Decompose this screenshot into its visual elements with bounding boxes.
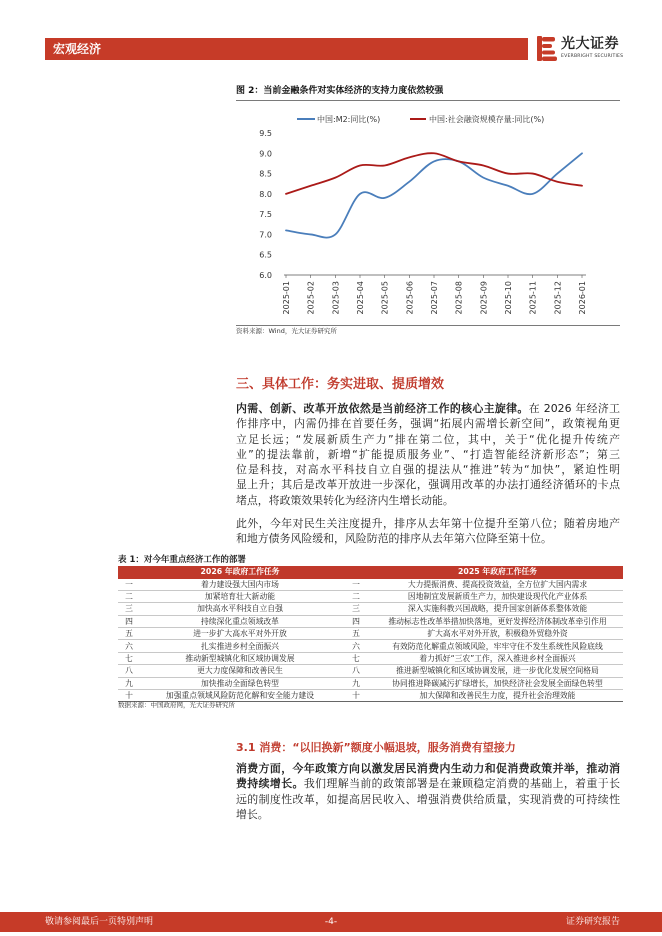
x-tick-label: 2025-08: [454, 281, 464, 315]
task-number-cell: 三: [118, 603, 140, 615]
body-text: 我们理解当前的政策部署是在兼顾稳定消费的基础上，着重于长: [303, 777, 620, 791]
footer-disclaimer: 敬请参阅最后一页特别声明: [45, 917, 154, 927]
table-row: [118, 579, 623, 591]
y-tick-label: 6.5: [259, 250, 272, 260]
series-line-2: [286, 153, 582, 194]
body-text: 此外，今年对民生关注度提升，排序从去年第十位提升至第八位；随着房地产: [236, 517, 620, 530]
task-number-cell: 六: [118, 640, 140, 652]
y-tick-label: 9.5: [259, 129, 272, 138]
x-tick-label: 2025-10: [504, 281, 513, 315]
task-2026-cell: 着力建设强大国内市场: [140, 579, 340, 591]
body-paragraph: [236, 761, 620, 822]
body-text: 堵点，将政策效果转化为经济内生增长动能。: [236, 493, 454, 507]
x-tick-label: 2025-12: [553, 281, 563, 315]
table-row: [118, 640, 623, 652]
x-tick-label: 2025-11: [528, 281, 538, 315]
table-body: [118, 579, 623, 702]
task-2026-cell: 更大力度保障和改善民生: [140, 665, 340, 677]
figure-title: 图 2：当前金融条件对实体经济的支持力度依然较强: [236, 86, 444, 96]
body-text: 显上升；其后是改革开放进一步深化，强调用改革的办法打通经济循环的卡点: [236, 478, 620, 492]
x-tick-label: 2025-05: [380, 281, 390, 315]
table-row: [118, 665, 623, 677]
task-2025-cell: 深入实施科教兴国战略，提升国家创新体系整体效能: [372, 603, 623, 615]
body-text: 位是科技，对高水平科技自立自强的提法从“推进”转为“加快”，紧迫性明: [236, 463, 620, 477]
task-number-cell: 五: [118, 628, 140, 640]
task-number-cell: 三: [340, 603, 372, 615]
task-2026-cell: 进一步扩大高水平对外开放: [140, 628, 340, 640]
x-tick-label: 2025-03: [331, 281, 341, 315]
task-2025-cell: 因地制宜发展新质生产力，加快建设现代化产业体系: [372, 590, 623, 602]
y-tick-label: 8.5: [259, 169, 272, 179]
table-row: [118, 615, 623, 627]
bold-text: 内需、创新、改革开放依然是当前经济工作的核心主旋律。: [236, 402, 529, 415]
task-2026-cell: 加快高水平科技自立自强: [140, 603, 340, 615]
task-number-cell: 六: [340, 640, 372, 652]
task-2026-cell: 加紧培育壮大新动能: [140, 590, 340, 602]
task-number-cell: 十: [118, 690, 140, 702]
x-tick-label: 2025-02: [306, 281, 316, 315]
task-2026-cell: 扎实推进乡村全面振兴: [140, 640, 340, 652]
series-line-1: [286, 153, 582, 237]
task-2025-cell: 协同推进降碳减污扩绿增长，加快经济社会发展全面绿色转型: [372, 677, 623, 689]
body-text: 在 2026 年经济工: [528, 402, 620, 415]
bold-text: 消费方面，今年政策方向以激发居民消费内生动力和促消费政策并举，推动消: [236, 762, 620, 775]
work-tasks-table: [118, 566, 623, 702]
task-number-cell: 五: [340, 628, 372, 640]
body-text: 远的制度性改革，如提高居民收入、增强消费供给质量，实现消费的可持续性: [236, 792, 620, 806]
task-number-cell: 七: [118, 652, 140, 664]
task-2026-cell: 加快推动全面绿色转型: [140, 677, 340, 689]
task-number-cell: 九: [118, 677, 140, 689]
table-row: [118, 652, 623, 664]
page-number: -4-: [324, 917, 338, 927]
paragraph-line: [236, 516, 620, 531]
task-2025-cell: 推进新型城镇化和区域协调发展，进一步优化发展空间格局: [372, 665, 623, 677]
table-row: [118, 677, 623, 689]
x-tick-label: 2025-07: [430, 281, 439, 315]
legend-label-2: 中国:社会融资规模存量:同比(%): [429, 115, 545, 124]
task-number-cell: 十: [340, 690, 372, 702]
figure-title-divider: [236, 100, 620, 101]
task-number-cell: 一: [118, 579, 140, 591]
y-tick-label: 9.0: [259, 149, 272, 159]
brand-name-english: EVERBRIGHT SECURITIES: [561, 54, 624, 59]
task-2025-cell: 加大保障和改善民生力度，提升社会治理效能: [372, 690, 623, 702]
table-source-note: 数据来源：中国政府网，光大证券研究所: [118, 701, 235, 709]
y-tick-label: 8.0: [259, 189, 272, 199]
body-text: 增长。: [236, 807, 269, 821]
paragraph-line: [236, 493, 620, 508]
task-number-cell: 七: [340, 652, 372, 664]
body-text: 立足长远；“发展新质生产力”排在第二位，其中，关于“优化提升传统产: [236, 432, 620, 446]
everbright-logo-icon: [537, 36, 557, 61]
x-tick-label: 2025-06: [405, 281, 415, 315]
task-number-cell: 二: [340, 590, 372, 602]
task-2025-cell: 有效防范化解重点领域风险，牢牢守住不发生系统性风险底线: [372, 640, 623, 652]
legend-label-1: 中国:M2:同比(%): [317, 115, 381, 124]
task-2025-cell: 推动标志性改革举措加快落地，更好发挥经济体制改革牵引作用: [372, 615, 623, 627]
body-text: 作排序中，内需仍排在首要任务，强调“拓展内需增长新空间”，政策视角更: [236, 417, 620, 431]
task-2026-cell: 推动新型城镇化和区域协调发展: [140, 652, 340, 664]
task-2025-cell: 着力抓好“三农”工作，深入推进乡村全面振兴: [372, 652, 623, 664]
task-number-cell: 一: [340, 579, 372, 591]
paragraph-line: [236, 761, 620, 776]
header-number-cell: [340, 566, 372, 579]
paragraph-line: [236, 447, 620, 462]
paragraph-line: [236, 462, 620, 477]
header-band: [45, 38, 528, 60]
paragraph-line: [236, 477, 620, 492]
subsection-heading: 3.1 消费：“以旧换新”额度小幅退坡，服务消费有望接力: [236, 741, 516, 754]
paragraph-line: [236, 416, 620, 431]
task-number-cell: 九: [340, 677, 372, 689]
footer-report-type: 证券研究报告: [565, 917, 620, 927]
line-chart: [236, 105, 626, 323]
body-text: 业”的提法靠前，新增“扩能提质服务业”、“打造智能经济新形态”；第三: [236, 447, 620, 461]
table-row: [118, 590, 623, 602]
x-tick-label: 2026-01: [578, 281, 587, 315]
table-header-row: [118, 566, 623, 579]
y-tick-label: 7.5: [259, 210, 272, 220]
task-number-cell: 四: [340, 615, 372, 627]
brand-name: 光大证券: [561, 36, 619, 52]
paragraph-line: [236, 432, 620, 447]
paragraph-line: [236, 776, 620, 791]
table-title: 表 1：对今年重点经济工作的部署: [118, 555, 246, 565]
paragraph-line: [236, 531, 620, 546]
header-2026-tasks: 2026 年政府工作任务: [140, 566, 340, 579]
paragraph-line: [236, 401, 620, 416]
task-2026-cell: 持续深化重点领域改革: [140, 615, 340, 627]
x-tick-label: 2025-09: [479, 281, 489, 315]
task-2025-cell: 大力提振消费、提高投资效益，全方位扩大国内需求: [372, 579, 623, 591]
section-heading: 三、具体工作：务实进取、提质增效: [236, 377, 445, 392]
task-number-cell: 八: [118, 665, 140, 677]
y-tick-label: 7.0: [259, 230, 272, 240]
table-row: [118, 628, 623, 640]
paragraph-line: [236, 807, 620, 822]
task-2025-cell: 扩大高水平对外开放，积极稳外贸稳外资: [372, 628, 623, 640]
body-text: 和地方债务风险缓和，风险防范的排序从去年第六位降至第十位。: [236, 532, 552, 546]
x-tick-label: 2025-01: [282, 281, 291, 315]
task-number-cell: 四: [118, 615, 140, 627]
x-tick-label: 2025-04: [356, 281, 365, 315]
body-paragraph: [236, 516, 620, 547]
report-category-label: 宏观经济: [53, 42, 102, 56]
figure-bottom-divider: [236, 325, 620, 326]
body-paragraph: [236, 401, 620, 508]
task-2026-cell: 加强重点领域风险防范化解和安全能力建设: [140, 690, 340, 702]
task-number-cell: 二: [118, 590, 140, 602]
table-row: [118, 603, 623, 615]
paragraph-line: [236, 792, 620, 807]
y-tick-label: 6.0: [259, 271, 272, 280]
task-number-cell: 八: [340, 665, 372, 677]
figure-source-note: 资料来源：Wind，光大证券研究所: [236, 327, 337, 335]
header-2025-tasks: 2025 年政府工作任务: [372, 566, 623, 579]
bold-text: 费持续增长。: [236, 777, 304, 791]
header-number-cell: [118, 566, 140, 579]
